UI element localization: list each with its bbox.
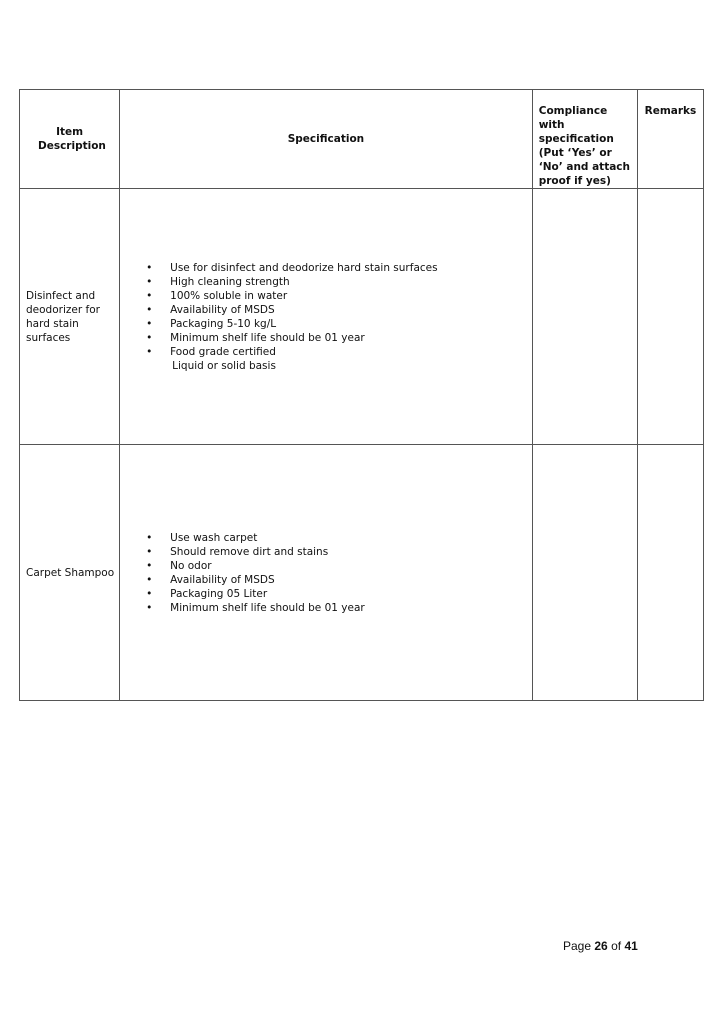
- bullet-icon: •: [146, 331, 153, 344]
- bullet-icon: •: [146, 303, 153, 316]
- list-item: • 100% soluble in water: [146, 289, 288, 302]
- list-item: • No odor: [146, 559, 212, 572]
- list-item: • Packaging 05 Liter: [146, 587, 268, 600]
- list-item: • Minimum shelf life should be 01 year: [146, 601, 365, 614]
- specification-note: Liquid or solid basis: [172, 359, 276, 372]
- list-item: • Food grade certified: [146, 345, 276, 358]
- total-pages: 41: [624, 939, 638, 953]
- of-label: of: [611, 939, 622, 953]
- header-remarks: Remarks: [637, 90, 703, 189]
- list-item: • Availability of MSDS: [146, 303, 275, 316]
- header-specification: Specification: [120, 90, 533, 189]
- compliance-cell: [532, 445, 637, 701]
- specification-table: [19, 89, 704, 701]
- list-item: • Use for disinfect and deodorize hard stain surfaces: [146, 261, 438, 274]
- bullet-icon: •: [146, 601, 153, 614]
- remarks-cell: [637, 189, 703, 445]
- list-item: • Minimum shelf life should be 01 year: [146, 331, 365, 344]
- bullet-icon: •: [146, 289, 153, 302]
- specification-cell: [120, 445, 533, 701]
- table-header-row: [20, 90, 704, 189]
- header-item-description: Item Description: [20, 90, 120, 189]
- bullet-icon: •: [146, 261, 153, 274]
- bullet-icon: •: [146, 559, 153, 572]
- header-compliance: Compliance with specification (Put ‘Yes’ or ‘No’ and attach proof if yes): [532, 90, 637, 189]
- table-row: [20, 445, 704, 701]
- list-item: • Availability of MSDS: [146, 573, 275, 586]
- bullet-icon: •: [146, 573, 153, 586]
- bullet-icon: •: [146, 317, 153, 330]
- specification-cell: [120, 189, 533, 445]
- bullet-icon: •: [146, 345, 153, 358]
- list-item: • Packaging 5-10 kg/L: [146, 317, 277, 330]
- bullet-icon: •: [146, 275, 153, 288]
- bullet-icon: •: [146, 587, 153, 600]
- compliance-cell: [532, 189, 637, 445]
- remarks-cell: [637, 445, 703, 701]
- table-row: [20, 189, 704, 445]
- list-item: • Should remove dirt and stains: [146, 545, 329, 558]
- list-item: • High cleaning strength: [146, 275, 290, 288]
- page-label: Page: [563, 939, 592, 953]
- bullet-icon: •: [146, 545, 153, 558]
- specification-list: [120, 531, 532, 615]
- item-description-cell: Disinfect and deodorizer for hard stain surfaces: [20, 189, 120, 445]
- current-page-number: 26: [594, 939, 608, 953]
- list-item: • Use wash carpet: [146, 531, 258, 544]
- item-description-cell: Carpet Shampoo: [20, 445, 120, 701]
- page-number-footer: [563, 939, 638, 953]
- bullet-icon: •: [146, 531, 153, 544]
- specification-list: [120, 261, 532, 359]
